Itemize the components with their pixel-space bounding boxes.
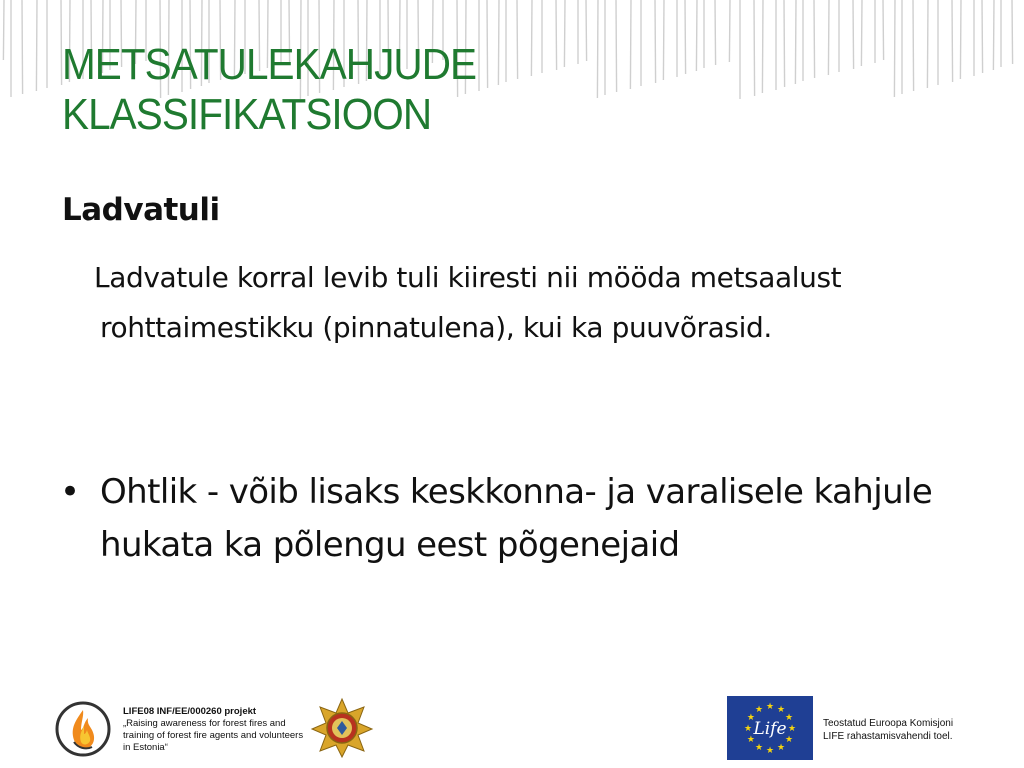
- funding-line-2: LIFE rahastamisvahendi toel.: [823, 731, 953, 742]
- project-info: [123, 706, 308, 754]
- eu-star-icon: ★: [787, 723, 797, 733]
- eu-star-icon: ★: [785, 712, 794, 722]
- eu-star-icon: ★: [765, 745, 775, 755]
- eu-star-icon: ★: [746, 712, 755, 722]
- fire-project-logo-icon: [54, 700, 112, 758]
- eu-star-icon: ★: [785, 734, 794, 744]
- eu-star-icon: ★: [765, 701, 775, 711]
- eu-star-icon: ★: [754, 703, 764, 714]
- slide-title: [62, 40, 476, 140]
- eu-star-icon: ★: [754, 742, 764, 753]
- funding-line-1: Teostatud Euroopa Komisjoni: [823, 718, 954, 729]
- eu-star-icon: ★: [746, 734, 755, 744]
- project-code: LIFE08 INF/EE/000260 projekt: [123, 706, 257, 717]
- bullet-dot-icon: •: [60, 472, 80, 512]
- description-paragraph: Ladvatule korral levib tuli kiiresti nii mööda metsaalust rohttaimestikku (pinnatulena), kui ka puuvõrasid.: [94, 261, 842, 344]
- slide-title-line-2: KLASSIFIKATSIOON: [62, 90, 432, 139]
- eu-star-icon: ★: [776, 703, 786, 714]
- eu-life-logo-icon: [727, 696, 813, 760]
- eu-star-icon: ★: [743, 723, 753, 733]
- rescue-emblem-icon: [310, 697, 374, 759]
- section-subtitle: Ladvatuli: [62, 192, 220, 228]
- bullet-text: Ohtlik - võib lisaks keskkonna- ja varalisele kahjule hukata ka põlengu eest põgenejaid: [100, 472, 933, 565]
- eu-life-text: Life: [753, 719, 787, 739]
- project-description: „Raising awareness for forest fires and training of forest fire agents and volunteers in Estonia“: [123, 718, 304, 753]
- funding-note: [823, 717, 1013, 743]
- slide-title-line-1: METSATULEKAHJUDE: [62, 40, 477, 89]
- eu-star-icon: ★: [776, 742, 786, 753]
